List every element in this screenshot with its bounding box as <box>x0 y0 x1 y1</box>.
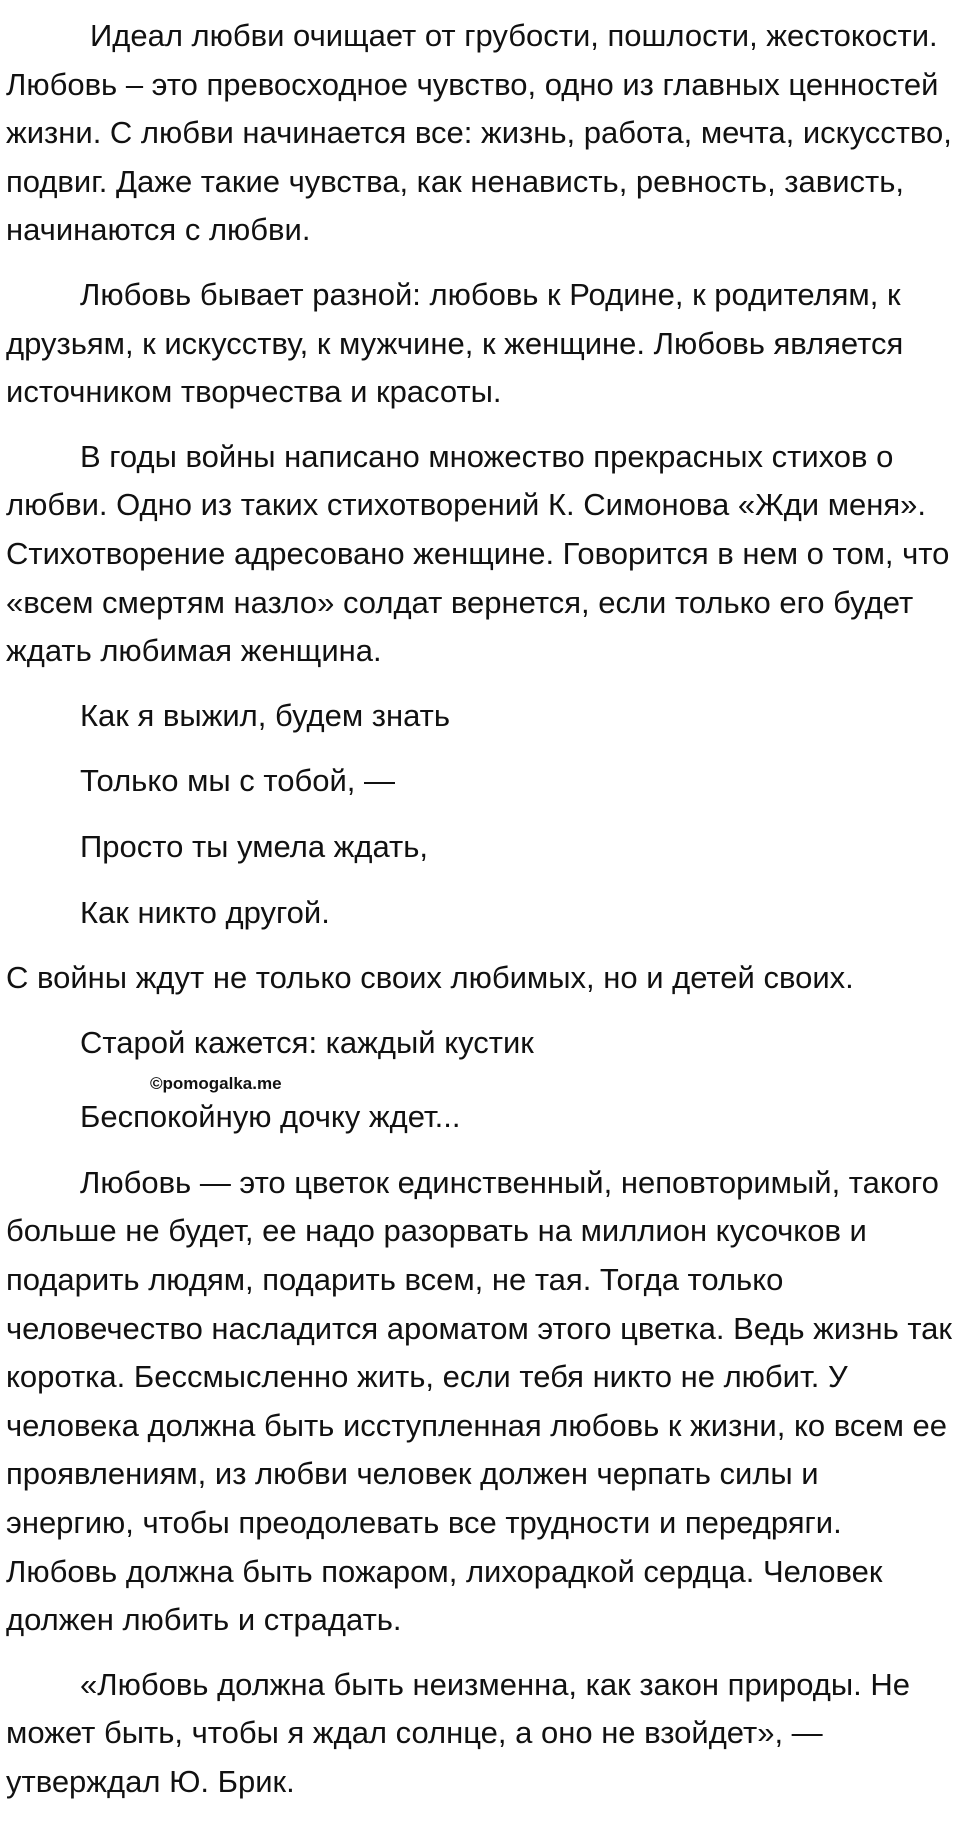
verse-block-simonov <box>6 692 954 937</box>
paragraph-ideal-of-love: Идеал любви очищает от грубости, пошлости, жестокости. Любовь – это превосходное чувство, одно из главных ценностей жизни. С любви начинается все: жизнь, работа, мечта, искусство, подвиг. Даже такие чувства, как ненависть, ревность, зависть, начинаются с любви. <box>6 18 952 248</box>
verse-line: Как я выжил, будем знать <box>80 697 451 733</box>
paragraph-kinds-of-love: Любовь бывает разной: любовь к Родине, к родителям, к друзьям, к искусству, к мужчине, к женщине. Любовь является источником творчества и красоты. <box>6 276 904 410</box>
verse-line: Беспокойную дочку ждет... <box>80 1099 461 1135</box>
verse-line: Как никто другой. <box>80 894 330 930</box>
document-page <box>6 12 954 1823</box>
verse-block-mother <box>6 1019 954 1142</box>
paragraph-love-flower: Любовь — это цветок единственный, неповторимый, такого больше не будет, ее надо разорвать на миллион кусочков и подарить людям, подарить всем, не тая. Тогда только человечество насладится ароматом этого цветка. Ведь жизнь так коротка. Бессмысленно жить, если тебя никто не любит. У человека должна быть исступленная любовь к жизни, ко всем ее проявлениям, из любви человек должен черпать силы и энергию, чтобы преодолевать все трудности и передряги. Любовь должна быть пожаром, лихорадкой сердца. Человек должен любить и страдать. <box>6 1164 952 1638</box>
verse-line: Только мы с тобой, — <box>80 763 396 799</box>
paragraph-brik-quote: «Любовь должна быть неизменна, как закон природы. Не может быть, чтобы я ждал солнце, а оно не взойдет», — утверждал Ю. Брик. <box>6 1666 911 1799</box>
verse-line: Старой кажется: каждый кустик <box>80 1024 534 1060</box>
line-waiting-for-children: С войны ждут не только своих любимых, но и детей своих. <box>6 960 854 996</box>
watermark: ©pomogalka.me <box>150 1074 282 1093</box>
paragraph-war-poems: В годы войны написано множество прекрасных стихов о любви. Одно из таких стихотворений К. Симонова «Жди меня». Стихотворение адресовано женщине. Говорится в нем о том, что «всем смертям назло» солдат вернется, если только его будет ждать любимая женщина. <box>6 438 950 669</box>
verse-line: Просто ты умела ждать, <box>80 828 429 864</box>
